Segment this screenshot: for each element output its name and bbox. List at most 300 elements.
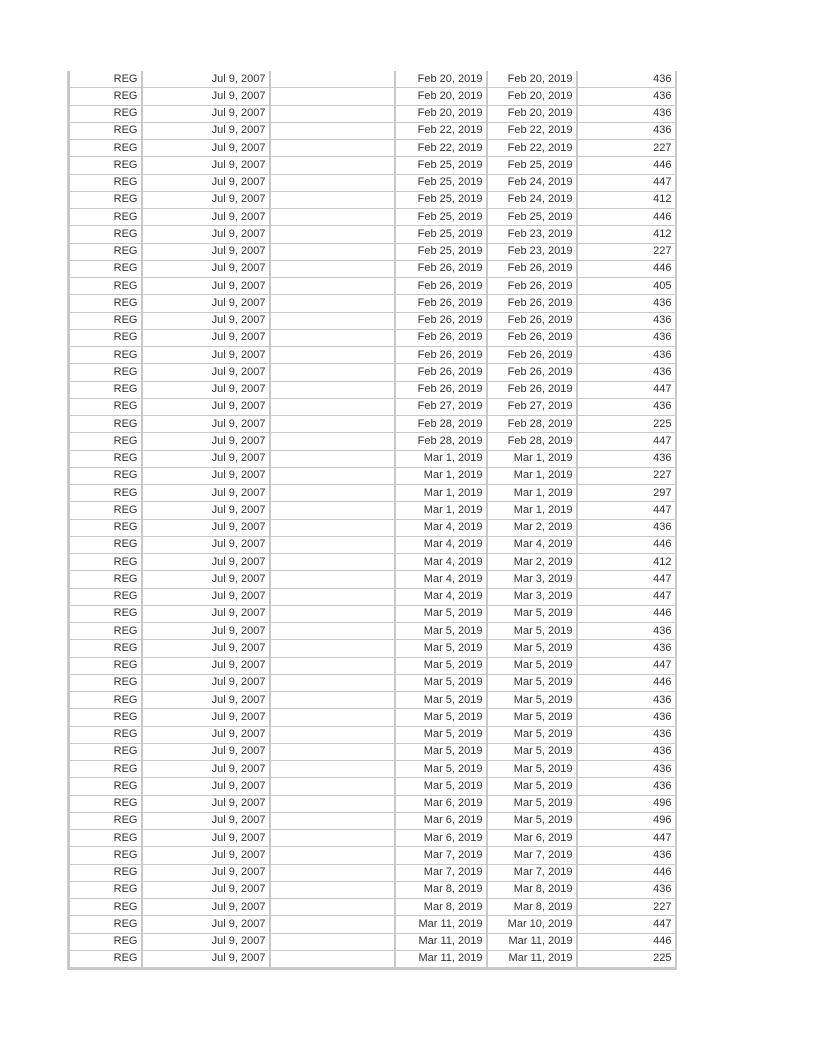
- table-row: [69, 347, 676, 364]
- blank-cell: [270, 640, 395, 657]
- code-cell: 436: [577, 640, 676, 657]
- activity-date-cell: Feb 28, 2019: [487, 433, 577, 450]
- code-cell: 436: [577, 347, 676, 364]
- activity-date-cell: Mar 2, 2019: [487, 519, 577, 536]
- type-cell: REG: [69, 640, 142, 657]
- activity-date-cell: Feb 26, 2019: [487, 329, 577, 346]
- type-cell: REG: [69, 260, 142, 277]
- type-cell: REG: [69, 571, 142, 588]
- type-cell: REG: [69, 588, 142, 605]
- table-row: [69, 381, 676, 398]
- posted-date-cell: Mar 7, 2019: [395, 864, 487, 881]
- start-date-cell: Jul 9, 2007: [142, 778, 270, 795]
- type-cell: REG: [69, 450, 142, 467]
- code-cell: 447: [577, 502, 676, 519]
- table-row: [69, 105, 676, 122]
- start-date-cell: Jul 9, 2007: [142, 554, 270, 571]
- start-date-cell: Jul 9, 2007: [142, 864, 270, 881]
- code-cell: 447: [577, 381, 676, 398]
- posted-date-cell: Feb 25, 2019: [395, 243, 487, 260]
- type-cell: REG: [69, 105, 142, 122]
- activity-date-cell: Feb 24, 2019: [487, 191, 577, 208]
- type-cell: REG: [69, 519, 142, 536]
- blank-cell: [270, 899, 395, 916]
- type-cell: REG: [69, 709, 142, 726]
- posted-date-cell: Mar 4, 2019: [395, 588, 487, 605]
- type-cell: REG: [69, 536, 142, 553]
- start-date-cell: Jul 9, 2007: [142, 485, 270, 502]
- table-row: [69, 157, 676, 174]
- blank-cell: [270, 381, 395, 398]
- table-row: [69, 623, 676, 640]
- activity-date-cell: Mar 3, 2019: [487, 571, 577, 588]
- blank-cell: [270, 847, 395, 864]
- type-cell: REG: [69, 312, 142, 329]
- activity-date-cell: Mar 5, 2019: [487, 623, 577, 640]
- activity-date-cell: Mar 5, 2019: [487, 674, 577, 691]
- posted-date-cell: Mar 1, 2019: [395, 450, 487, 467]
- posted-date-cell: Feb 28, 2019: [395, 416, 487, 433]
- table-row: [69, 571, 676, 588]
- blank-cell: [270, 243, 395, 260]
- posted-date-cell: Mar 5, 2019: [395, 605, 487, 622]
- code-cell: 436: [577, 450, 676, 467]
- blank-cell: [270, 674, 395, 691]
- activity-date-cell: Feb 25, 2019: [487, 157, 577, 174]
- type-cell: REG: [69, 881, 142, 898]
- table-row: [69, 88, 676, 105]
- posted-date-cell: Mar 7, 2019: [395, 847, 487, 864]
- type-cell: REG: [69, 812, 142, 829]
- activity-date-cell: Feb 20, 2019: [487, 71, 577, 88]
- type-cell: REG: [69, 864, 142, 881]
- posted-date-cell: Feb 25, 2019: [395, 174, 487, 191]
- blank-cell: [270, 174, 395, 191]
- type-cell: REG: [69, 778, 142, 795]
- code-cell: 447: [577, 433, 676, 450]
- type-cell: REG: [69, 88, 142, 105]
- type-cell: REG: [69, 899, 142, 916]
- code-cell: 227: [577, 899, 676, 916]
- type-cell: REG: [69, 226, 142, 243]
- posted-date-cell: Mar 1, 2019: [395, 467, 487, 484]
- start-date-cell: Jul 9, 2007: [142, 933, 270, 950]
- start-date-cell: Jul 9, 2007: [142, 623, 270, 640]
- start-date-cell: Jul 9, 2007: [142, 381, 270, 398]
- start-date-cell: Jul 9, 2007: [142, 709, 270, 726]
- code-cell: 436: [577, 71, 676, 88]
- type-cell: REG: [69, 761, 142, 778]
- start-date-cell: Jul 9, 2007: [142, 191, 270, 208]
- posted-date-cell: Feb 20, 2019: [395, 105, 487, 122]
- start-date-cell: Jul 9, 2007: [142, 209, 270, 226]
- blank-cell: [270, 364, 395, 381]
- code-cell: 446: [577, 933, 676, 950]
- posted-date-cell: Mar 5, 2019: [395, 726, 487, 743]
- code-cell: 227: [577, 140, 676, 157]
- table-row: [69, 588, 676, 605]
- start-date-cell: Jul 9, 2007: [142, 105, 270, 122]
- blank-cell: [270, 226, 395, 243]
- activity-date-cell: Mar 1, 2019: [487, 467, 577, 484]
- table-row: [69, 416, 676, 433]
- table-row: [69, 778, 676, 795]
- code-cell: 436: [577, 398, 676, 415]
- type-cell: REG: [69, 209, 142, 226]
- code-cell: 436: [577, 519, 676, 536]
- posted-date-cell: Mar 4, 2019: [395, 519, 487, 536]
- posted-date-cell: Feb 26, 2019: [395, 295, 487, 312]
- activity-date-cell: Mar 8, 2019: [487, 899, 577, 916]
- start-date-cell: Jul 9, 2007: [142, 140, 270, 157]
- table-row: [69, 536, 676, 553]
- start-date-cell: Jul 9, 2007: [142, 364, 270, 381]
- table-row: [69, 209, 676, 226]
- activity-date-cell: Mar 3, 2019: [487, 588, 577, 605]
- code-cell: 225: [577, 416, 676, 433]
- type-cell: REG: [69, 485, 142, 502]
- type-cell: REG: [69, 329, 142, 346]
- activity-date-cell: Mar 5, 2019: [487, 795, 577, 812]
- table-row: [69, 450, 676, 467]
- blank-cell: [270, 761, 395, 778]
- activity-date-cell: Mar 5, 2019: [487, 605, 577, 622]
- blank-cell: [270, 916, 395, 933]
- activity-date-cell: Mar 6, 2019: [487, 830, 577, 847]
- type-cell: REG: [69, 916, 142, 933]
- activity-date-cell: Feb 26, 2019: [487, 295, 577, 312]
- activity-date-cell: Feb 23, 2019: [487, 226, 577, 243]
- start-date-cell: Jul 9, 2007: [142, 588, 270, 605]
- table-row: [69, 916, 676, 933]
- activity-date-cell: Mar 5, 2019: [487, 778, 577, 795]
- blank-cell: [270, 536, 395, 553]
- blank-cell: [270, 571, 395, 588]
- blank-cell: [270, 191, 395, 208]
- code-cell: 447: [577, 916, 676, 933]
- activity-date-cell: Mar 5, 2019: [487, 743, 577, 760]
- table-row: [69, 657, 676, 674]
- code-cell: 436: [577, 312, 676, 329]
- table-row: [69, 433, 676, 450]
- blank-cell: [270, 950, 395, 968]
- start-date-cell: Jul 9, 2007: [142, 692, 270, 709]
- blank-cell: [270, 623, 395, 640]
- activity-date-cell: Mar 7, 2019: [487, 864, 577, 881]
- start-date-cell: Jul 9, 2007: [142, 226, 270, 243]
- table-row: [69, 743, 676, 760]
- activity-date-cell: Feb 22, 2019: [487, 140, 577, 157]
- posted-date-cell: Mar 5, 2019: [395, 623, 487, 640]
- posted-date-cell: Mar 8, 2019: [395, 899, 487, 916]
- table-row: [69, 295, 676, 312]
- code-cell: 436: [577, 778, 676, 795]
- blank-cell: [270, 726, 395, 743]
- start-date-cell: Jul 9, 2007: [142, 812, 270, 829]
- type-cell: REG: [69, 743, 142, 760]
- code-cell: 412: [577, 554, 676, 571]
- code-cell: 446: [577, 260, 676, 277]
- posted-date-cell: Feb 26, 2019: [395, 278, 487, 295]
- blank-cell: [270, 329, 395, 346]
- blank-cell: [270, 830, 395, 847]
- posted-date-cell: Feb 26, 2019: [395, 329, 487, 346]
- blank-cell: [270, 657, 395, 674]
- posted-date-cell: Mar 6, 2019: [395, 830, 487, 847]
- table-row: [69, 122, 676, 139]
- code-cell: 436: [577, 726, 676, 743]
- posted-date-cell: Mar 1, 2019: [395, 502, 487, 519]
- blank-cell: [270, 88, 395, 105]
- start-date-cell: Jul 9, 2007: [142, 416, 270, 433]
- table-row: [69, 467, 676, 484]
- start-date-cell: Jul 9, 2007: [142, 243, 270, 260]
- table-row: [69, 605, 676, 622]
- table-row: [69, 71, 676, 88]
- posted-date-cell: Mar 11, 2019: [395, 933, 487, 950]
- start-date-cell: Jul 9, 2007: [142, 450, 270, 467]
- code-cell: 436: [577, 623, 676, 640]
- start-date-cell: Jul 9, 2007: [142, 950, 270, 968]
- type-cell: REG: [69, 174, 142, 191]
- code-cell: 436: [577, 743, 676, 760]
- table-row: [69, 864, 676, 881]
- posted-date-cell: Feb 26, 2019: [395, 364, 487, 381]
- activity-date-cell: Feb 23, 2019: [487, 243, 577, 260]
- table-row: [69, 812, 676, 829]
- start-date-cell: Jul 9, 2007: [142, 295, 270, 312]
- activity-date-cell: Mar 1, 2019: [487, 502, 577, 519]
- posted-date-cell: Mar 5, 2019: [395, 778, 487, 795]
- start-date-cell: Jul 9, 2007: [142, 536, 270, 553]
- blank-cell: [270, 692, 395, 709]
- type-cell: REG: [69, 71, 142, 88]
- table-row: [69, 674, 676, 691]
- posted-date-cell: Mar 5, 2019: [395, 657, 487, 674]
- blank-cell: [270, 485, 395, 502]
- code-cell: 446: [577, 864, 676, 881]
- activity-date-cell: Mar 5, 2019: [487, 657, 577, 674]
- table-row: [69, 502, 676, 519]
- posted-date-cell: Mar 5, 2019: [395, 674, 487, 691]
- activity-date-cell: Mar 11, 2019: [487, 950, 577, 968]
- table-row: [69, 881, 676, 898]
- posted-date-cell: Mar 11, 2019: [395, 916, 487, 933]
- activity-date-cell: Feb 24, 2019: [487, 174, 577, 191]
- start-date-cell: Jul 9, 2007: [142, 71, 270, 88]
- activity-date-cell: Feb 26, 2019: [487, 260, 577, 277]
- posted-date-cell: Feb 22, 2019: [395, 140, 487, 157]
- activity-date-cell: Mar 10, 2019: [487, 916, 577, 933]
- activity-date-cell: Feb 20, 2019: [487, 88, 577, 105]
- start-date-cell: Jul 9, 2007: [142, 174, 270, 191]
- start-date-cell: Jul 9, 2007: [142, 433, 270, 450]
- table-row: [69, 243, 676, 260]
- activity-date-cell: Mar 5, 2019: [487, 709, 577, 726]
- activity-date-cell: Mar 1, 2019: [487, 450, 577, 467]
- type-cell: REG: [69, 191, 142, 208]
- blank-cell: [270, 416, 395, 433]
- start-date-cell: Jul 9, 2007: [142, 640, 270, 657]
- activity-date-cell: Feb 28, 2019: [487, 416, 577, 433]
- code-cell: 447: [577, 657, 676, 674]
- code-cell: 436: [577, 364, 676, 381]
- posted-date-cell: Feb 26, 2019: [395, 260, 487, 277]
- type-cell: REG: [69, 726, 142, 743]
- start-date-cell: Jul 9, 2007: [142, 398, 270, 415]
- start-date-cell: Jul 9, 2007: [142, 726, 270, 743]
- table-row: [69, 795, 676, 812]
- start-date-cell: Jul 9, 2007: [142, 278, 270, 295]
- start-date-cell: Jul 9, 2007: [142, 312, 270, 329]
- posted-date-cell: Mar 5, 2019: [395, 761, 487, 778]
- blank-cell: [270, 519, 395, 536]
- posted-date-cell: Feb 20, 2019: [395, 71, 487, 88]
- type-cell: REG: [69, 950, 142, 968]
- code-cell: 412: [577, 191, 676, 208]
- code-cell: 446: [577, 157, 676, 174]
- start-date-cell: Jul 9, 2007: [142, 605, 270, 622]
- type-cell: REG: [69, 140, 142, 157]
- table-row: [69, 640, 676, 657]
- type-cell: REG: [69, 847, 142, 864]
- table-row: [69, 761, 676, 778]
- start-date-cell: Jul 9, 2007: [142, 260, 270, 277]
- start-date-cell: Jul 9, 2007: [142, 88, 270, 105]
- type-cell: REG: [69, 347, 142, 364]
- blank-cell: [270, 467, 395, 484]
- blank-cell: [270, 157, 395, 174]
- code-cell: 436: [577, 761, 676, 778]
- table-row: [69, 485, 676, 502]
- posted-date-cell: Mar 6, 2019: [395, 795, 487, 812]
- code-cell: 447: [577, 174, 676, 191]
- table-row: [69, 933, 676, 950]
- start-date-cell: Jul 9, 2007: [142, 847, 270, 864]
- blank-cell: [270, 398, 395, 415]
- posted-date-cell: Feb 27, 2019: [395, 398, 487, 415]
- type-cell: REG: [69, 398, 142, 415]
- code-cell: 496: [577, 795, 676, 812]
- blank-cell: [270, 502, 395, 519]
- start-date-cell: Jul 9, 2007: [142, 916, 270, 933]
- posted-date-cell: Feb 26, 2019: [395, 312, 487, 329]
- blank-cell: [270, 450, 395, 467]
- code-cell: 447: [577, 571, 676, 588]
- blank-cell: [270, 209, 395, 226]
- table-row: [69, 692, 676, 709]
- table-row: [69, 140, 676, 157]
- posted-date-cell: Mar 5, 2019: [395, 743, 487, 760]
- code-cell: 436: [577, 122, 676, 139]
- type-cell: REG: [69, 830, 142, 847]
- activity-date-cell: Mar 5, 2019: [487, 761, 577, 778]
- code-cell: 436: [577, 709, 676, 726]
- start-date-cell: Jul 9, 2007: [142, 899, 270, 916]
- type-cell: REG: [69, 157, 142, 174]
- start-date-cell: Jul 9, 2007: [142, 657, 270, 674]
- activity-date-cell: Mar 5, 2019: [487, 640, 577, 657]
- activity-date-cell: Feb 27, 2019: [487, 398, 577, 415]
- start-date-cell: Jul 9, 2007: [142, 674, 270, 691]
- posted-date-cell: Mar 1, 2019: [395, 485, 487, 502]
- posted-date-cell: Feb 25, 2019: [395, 209, 487, 226]
- blank-cell: [270, 605, 395, 622]
- start-date-cell: Jul 9, 2007: [142, 761, 270, 778]
- activity-date-cell: Feb 26, 2019: [487, 347, 577, 364]
- code-cell: 496: [577, 812, 676, 829]
- start-date-cell: Jul 9, 2007: [142, 881, 270, 898]
- type-cell: REG: [69, 554, 142, 571]
- blank-cell: [270, 260, 395, 277]
- type-cell: REG: [69, 278, 142, 295]
- table-row: [69, 554, 676, 571]
- code-cell: 405: [577, 278, 676, 295]
- blank-cell: [270, 795, 395, 812]
- posted-date-cell: Mar 8, 2019: [395, 881, 487, 898]
- activity-date-cell: Feb 25, 2019: [487, 209, 577, 226]
- posted-date-cell: Mar 11, 2019: [395, 950, 487, 968]
- type-cell: REG: [69, 502, 142, 519]
- code-cell: 446: [577, 674, 676, 691]
- blank-cell: [270, 140, 395, 157]
- posted-date-cell: Mar 4, 2019: [395, 536, 487, 553]
- posted-date-cell: Feb 26, 2019: [395, 381, 487, 398]
- table-row: [69, 950, 676, 968]
- blank-cell: [270, 433, 395, 450]
- start-date-cell: Jul 9, 2007: [142, 157, 270, 174]
- activity-date-cell: Mar 5, 2019: [487, 726, 577, 743]
- activity-date-cell: Feb 26, 2019: [487, 381, 577, 398]
- start-date-cell: Jul 9, 2007: [142, 743, 270, 760]
- type-cell: REG: [69, 467, 142, 484]
- type-cell: REG: [69, 416, 142, 433]
- type-cell: REG: [69, 692, 142, 709]
- type-cell: REG: [69, 295, 142, 312]
- type-cell: REG: [69, 795, 142, 812]
- code-cell: 436: [577, 847, 676, 864]
- start-date-cell: Jul 9, 2007: [142, 467, 270, 484]
- code-cell: 447: [577, 588, 676, 605]
- code-cell: 436: [577, 692, 676, 709]
- blank-cell: [270, 864, 395, 881]
- activity-date-cell: Mar 2, 2019: [487, 554, 577, 571]
- code-cell: 446: [577, 536, 676, 553]
- activity-date-cell: Mar 5, 2019: [487, 692, 577, 709]
- blank-cell: [270, 105, 395, 122]
- posted-date-cell: Mar 5, 2019: [395, 692, 487, 709]
- blank-cell: [270, 588, 395, 605]
- code-cell: 412: [577, 226, 676, 243]
- blank-cell: [270, 295, 395, 312]
- blank-cell: [270, 312, 395, 329]
- code-cell: 436: [577, 295, 676, 312]
- posted-date-cell: Mar 5, 2019: [395, 709, 487, 726]
- type-cell: REG: [69, 933, 142, 950]
- activity-date-cell: Mar 8, 2019: [487, 881, 577, 898]
- posted-date-cell: Feb 28, 2019: [395, 433, 487, 450]
- records-table-body: [69, 71, 676, 969]
- blank-cell: [270, 743, 395, 760]
- type-cell: REG: [69, 243, 142, 260]
- table-row: [69, 899, 676, 916]
- posted-date-cell: Mar 6, 2019: [395, 812, 487, 829]
- table-row: [69, 847, 676, 864]
- blank-cell: [270, 347, 395, 364]
- posted-date-cell: Mar 4, 2019: [395, 554, 487, 571]
- code-cell: 436: [577, 105, 676, 122]
- activity-date-cell: Feb 22, 2019: [487, 122, 577, 139]
